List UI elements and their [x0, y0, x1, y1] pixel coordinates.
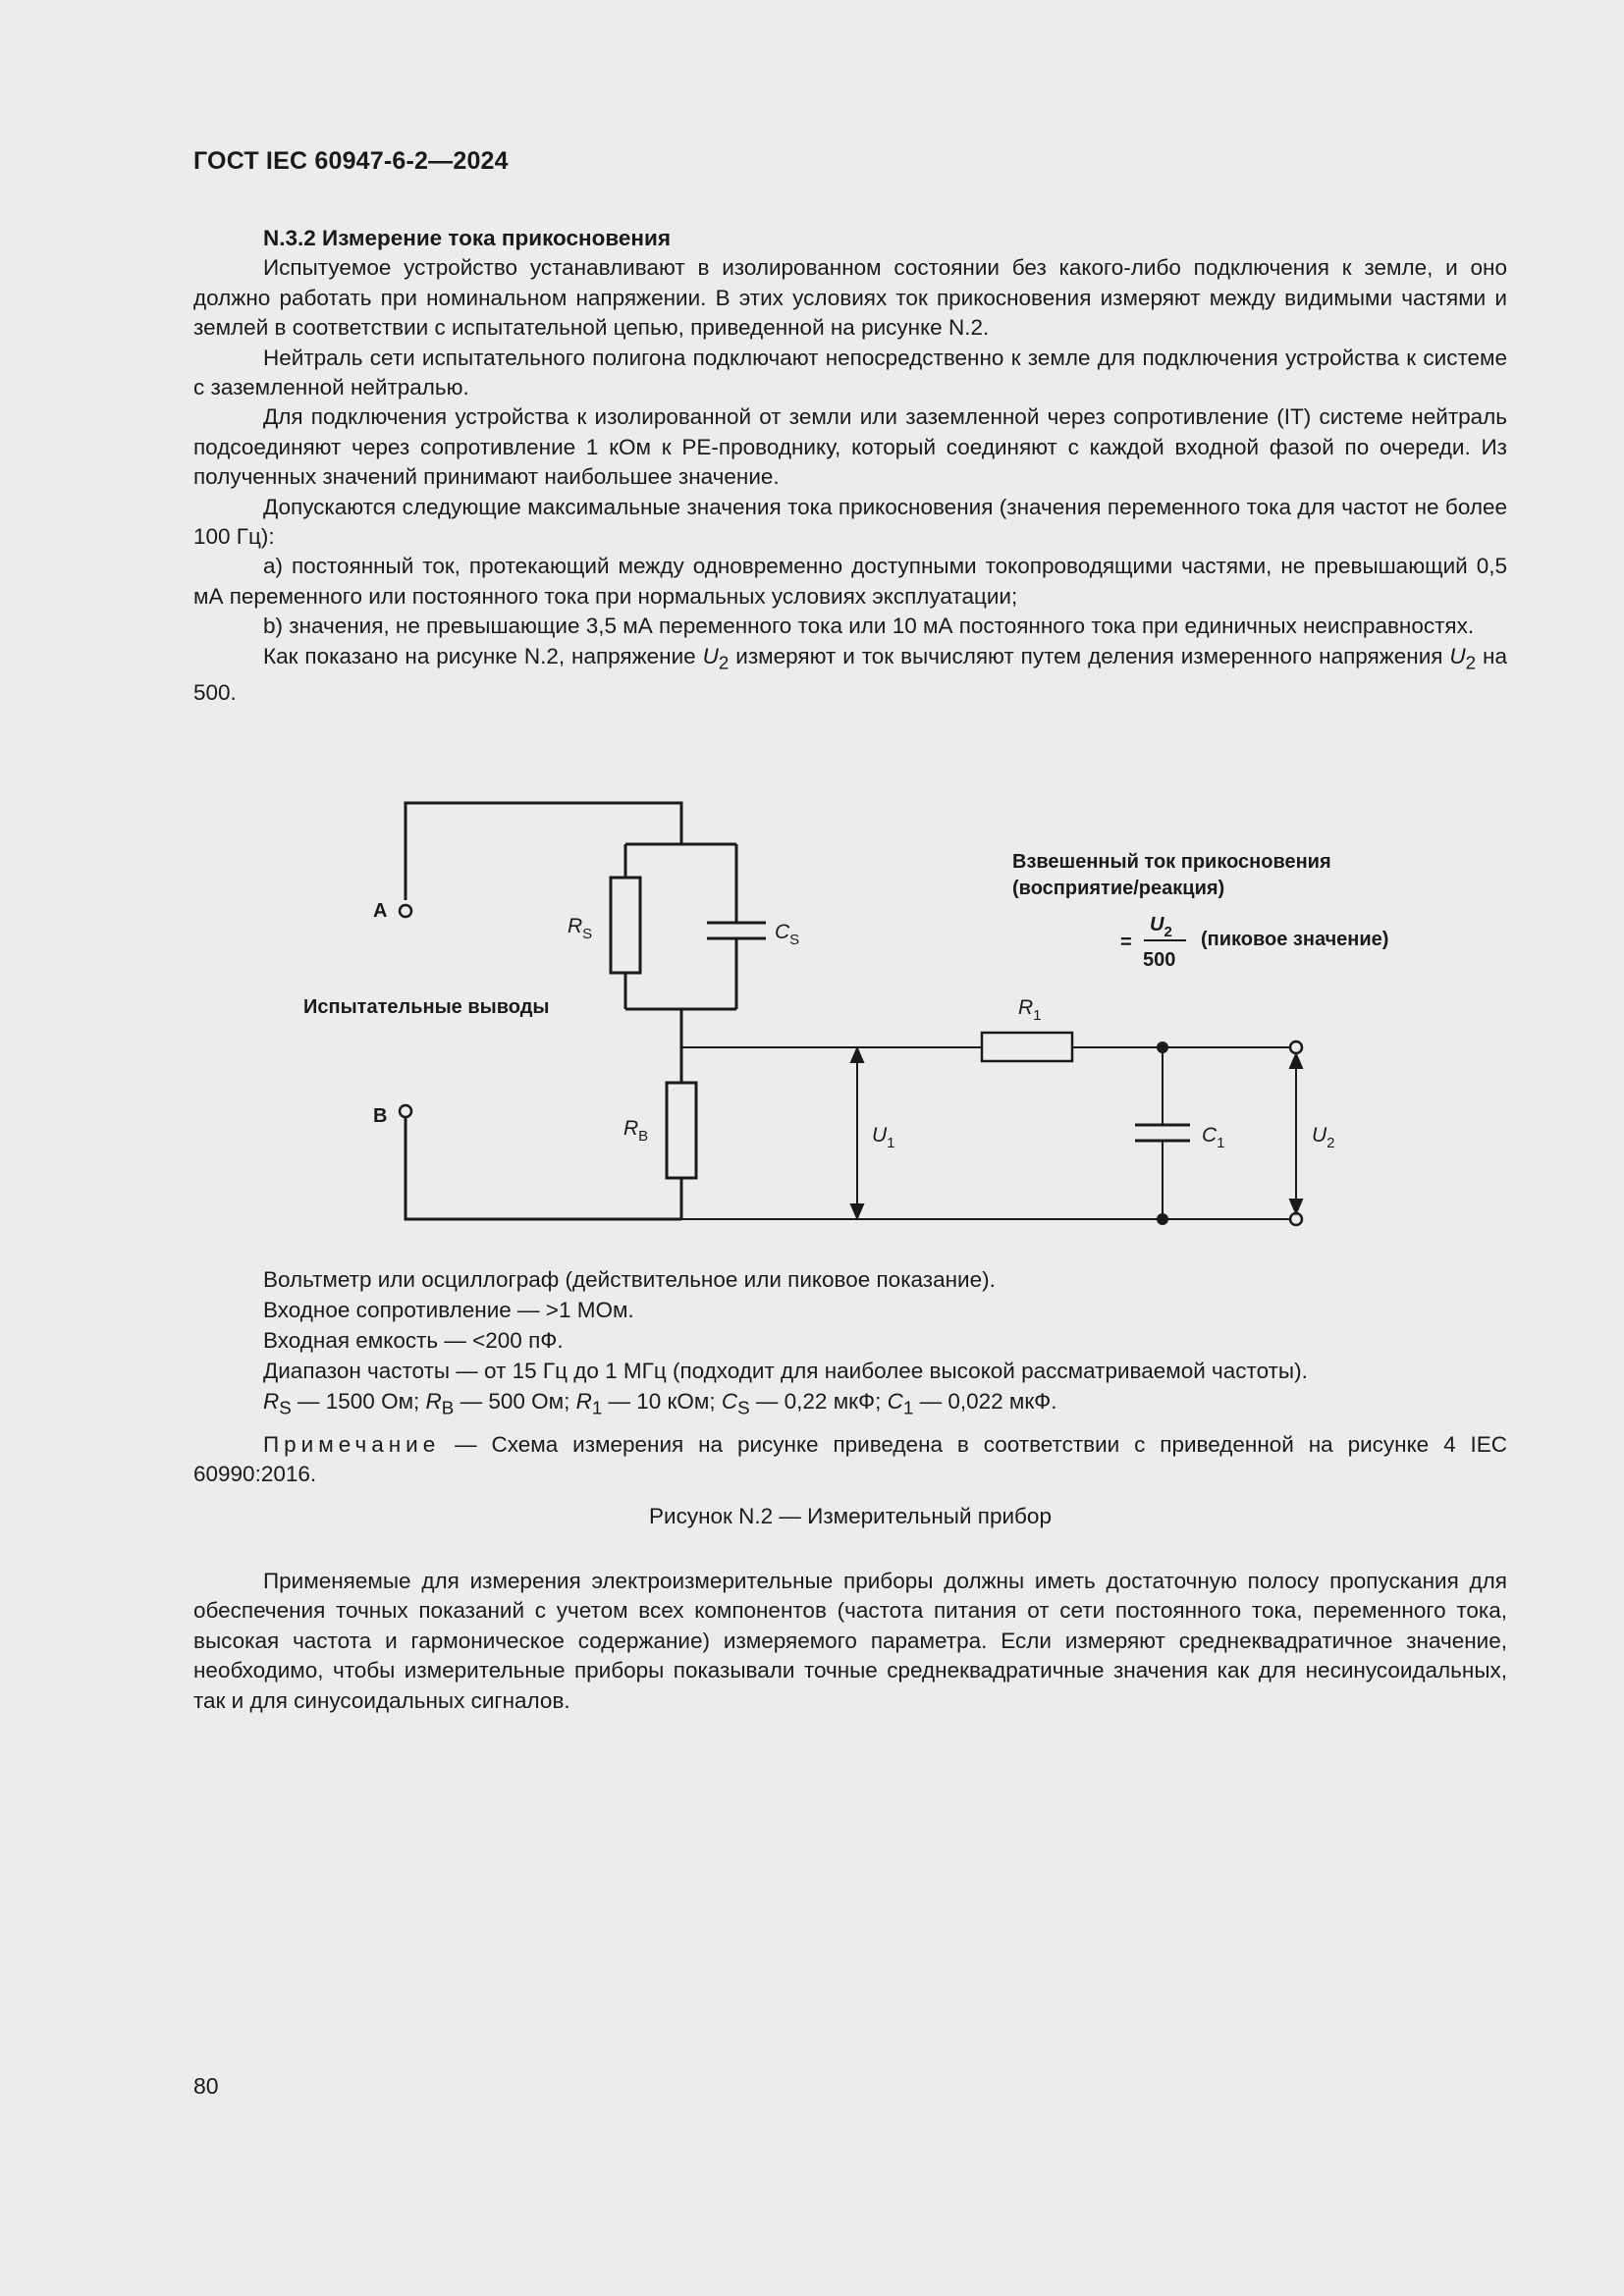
- paragraph-1: Испытуемое устройство устанавливают в изолированном состоянии без какого-либо подключения к земле, и оно должно работать при номинальном напряжении. В этих условиях ток прикосновения измеряют между видимыми частями и землей в соответствии с испытательной цепью, приведенной на рисунке N.2.: [193, 255, 1507, 341]
- formula-note: (пиковое значение): [1201, 929, 1389, 950]
- note-label: Примечание: [263, 1432, 441, 1457]
- figure-legend: [263, 1264, 1308, 1423]
- legend-line-2: Входное сопротивление — >1 МОм.: [263, 1298, 634, 1322]
- label-u1: $U_1$: [872, 1124, 895, 1151]
- body-text: [193, 224, 1507, 708]
- final-paragraph: Применяемые для измерения электроизмерительные приборы должны иметь достаточную полосу пропускания для обеспечения точных показаний с учетом всех компонентов (частота питания от сети постоянного тока, переменного тока, высокая частота и гармоническое содержание) измеряемого параметра. Если измеряют среднеквадратичное значение, необходимо, чтобы измерительные приборы показывали точные среднеквадратичные значения как для несинусоидальных, так и для синусоидальных сигналов.: [193, 1569, 1507, 1713]
- junction-bottom: [1157, 1213, 1168, 1225]
- terminal-a-circle: [400, 905, 411, 917]
- legend-line-1: Вольтметр или осциллограф (действительное или пиковое показание).: [263, 1267, 996, 1292]
- resistor-r1: [982, 1033, 1072, 1061]
- terminal-b-circle: [400, 1105, 411, 1117]
- label-rs: $R_S$: [568, 915, 593, 942]
- legend-line-3: Входная емкость — <200 пФ.: [263, 1328, 564, 1353]
- formula-numerator: $U_2$: [1150, 914, 1172, 940]
- capacitor-cs: [707, 923, 766, 938]
- terminal-a-label: A: [373, 900, 388, 922]
- u1-arrow: [851, 1048, 863, 1218]
- list-item-b: b) значения, не превышающие 3,5 мА переменного тока или 10 мА постоянного тока при единичных неисправностях.: [263, 614, 1475, 639]
- figure-caption: Рисунок N.2 — Измерительный прибор: [649, 1504, 1052, 1528]
- capacitor-c1: [1135, 1125, 1190, 1141]
- figure-note: [193, 1430, 1507, 1490]
- circuit-diagram: [295, 785, 1414, 1237]
- weighted-current-line1: Взвешенный ток прикосновения: [1012, 851, 1331, 873]
- junction-top: [1157, 1041, 1168, 1053]
- note-text: — Схема измерения на рисунке приведена в соответствии с приведенной на рисунке 4 IEC 60990:2016.: [193, 1432, 1507, 1487]
- label-cs: $C_S$: [775, 921, 800, 948]
- page-number: 80: [193, 2073, 219, 2099]
- paragraph-2: Нейтраль сети испытательного полигона подключают непосредственно к земле для подключения устройства к системе с заземленной нейтралью.: [193, 345, 1507, 400]
- page-header: ГОСТ IEC 60947-6-2—2024: [193, 147, 509, 175]
- label-r1: $R_1$: [1018, 996, 1042, 1024]
- section-heading: N.3.2 Измерение тока прикосновения: [263, 226, 671, 250]
- u2-arrow: [1290, 1054, 1302, 1213]
- legend-line-4: Диапазон частоты — от 15 Гц до 1 МГц (подходит для наиболее высокой рассматриваемой частоты).: [263, 1359, 1308, 1383]
- label-rb: $R_B$: [623, 1117, 649, 1145]
- test-leads-label: Испытательные выводы: [303, 996, 550, 1018]
- output-terminal-top: [1290, 1041, 1302, 1053]
- weighted-current-line2: (восприятие/реакция): [1012, 878, 1225, 899]
- paragraph-u2: Как показано на рисунке N.2, напряжение $U_2$ измеряют и ток вычисляют путем деления измеренного напряжения $U_2$ на 500.: [193, 643, 1507, 705]
- paragraph-3: Для подключения устройства к изолированной от земли или заземленной через сопротивление (IT) системе нейтраль подсоединяют через сопротивление 1 кОм к PE-проводнику, который соединяют с каждой входной фазой по очереди. Из полученных значений принимают наибольшее значение.: [193, 404, 1507, 490]
- terminal-b-label: B: [373, 1105, 388, 1127]
- list-item-a: a) постоянный ток, протекающий между одновременно доступными токопроводящими частями, не превышающий 0,5 мА переменного или постоянного тока при нормальных условиях эксплуатации;: [193, 554, 1507, 609]
- legend-component-values: $R_S$ — 1500 Ом; $R_B$ — 500 Ом; $R_1$ — 10 кОм; $C_S$ — 0,22 мкФ; $C_1$ — 0,022 мкФ.: [263, 1389, 1057, 1418]
- resistor-rb: [667, 1083, 696, 1178]
- formula-denominator: 500: [1143, 949, 1176, 971]
- label-c1: $C_1$: [1202, 1124, 1225, 1151]
- resistor-rs: [611, 878, 640, 973]
- label-u2: $U_2$: [1312, 1124, 1335, 1151]
- paragraph-4: Допускаются следующие максимальные значения тока прикосновения (значения переменного тока для частот не более 100 Гц):: [193, 494, 1507, 550]
- formula-equals: =: [1120, 932, 1132, 953]
